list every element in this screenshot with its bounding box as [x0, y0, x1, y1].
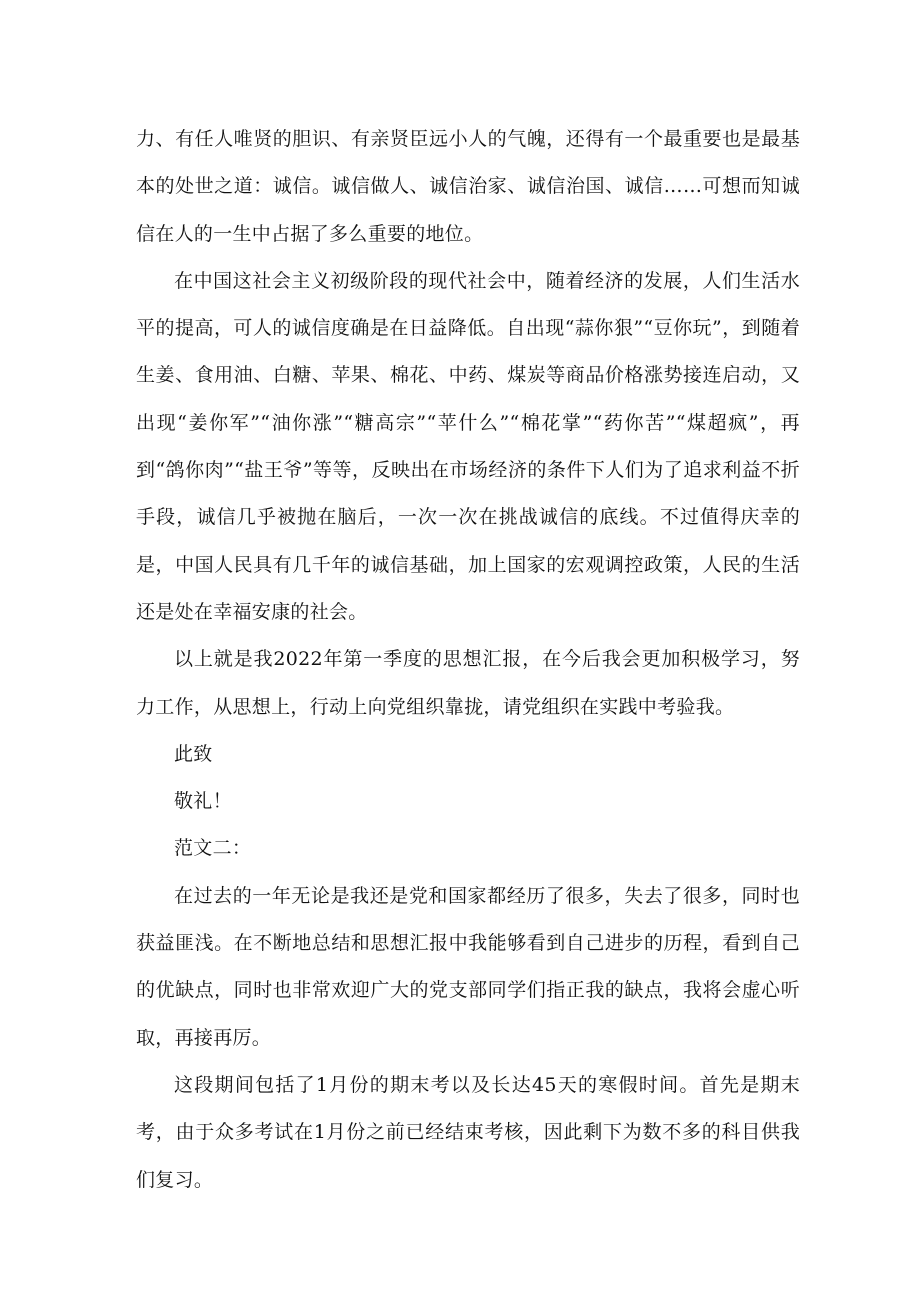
section-heading: 范文二：: [174, 837, 252, 860]
paragraph-continuation: 力、有任人唯贤的胆识、有亲贤臣远小人的气魄，还得有一个最重要也是最基本的处世之道：诚信。诚信做人、诚信治家、诚信治国、诚信……可想而知诚信在人的一生中占据了多么重要的地位。: [136, 128, 800, 245]
closing-respect: 敬礼！: [174, 790, 232, 813]
paragraph-exam-period: 这段期间包括了1月份的期末考以及长达45天的寒假时间。首先是期末考，由于众多考试在1月份之前已经结束考核，因此剩下为数不多的科目供我们复习。: [136, 1073, 800, 1191]
closing-salutation: 此致: [174, 742, 213, 765]
document-page: [136, 116, 800, 1204]
paragraph-integrity: 在中国这社会主义初级阶段的现代社会中，随着经济的发展，人们生活水平的提高，可人的诚信度确是在日益降低。自出现“蒜你狠”“豆你玩”，到随着生姜、食用油、白糖、苹果、棉花、中药、煤炭等商品价格涨势接连启动，又出现“姜你军”“油你涨”“糖高宗”“苹什么”“棉花掌”“药你苦”“煤超疯”，再到“鸽你肉”“盐王爷”等等，反映出在市场经济的条件下人们为了追求利益不折手段，诚信几乎被抛在脑后，一次一次在挑战诚信的底线。不过值得庆幸的是，中国人民具有几千年的诚信基础，加上国家的宏观调控政策，人民的生活还是处在幸福安康的社会。: [136, 269, 800, 623]
paragraph-past-year: 在过去的一年无论是我还是党和国家都经历了很多，失去了很多，同时也获益匪浅。在不断地总结和思想汇报中我能够看到自己进步的历程，看到自己的优缺点，同时也非常欢迎广大的党支部同学们指正我的缺点，我将会虚心听取，再接再厉。: [136, 884, 800, 1049]
paragraph-summary: 以上就是我2022年第一季度的思想汇报，在今后我会更加积极学习，努力工作，从思想上，行动上向党组织靠拢，请党组织在实践中考验我。: [136, 648, 800, 718]
